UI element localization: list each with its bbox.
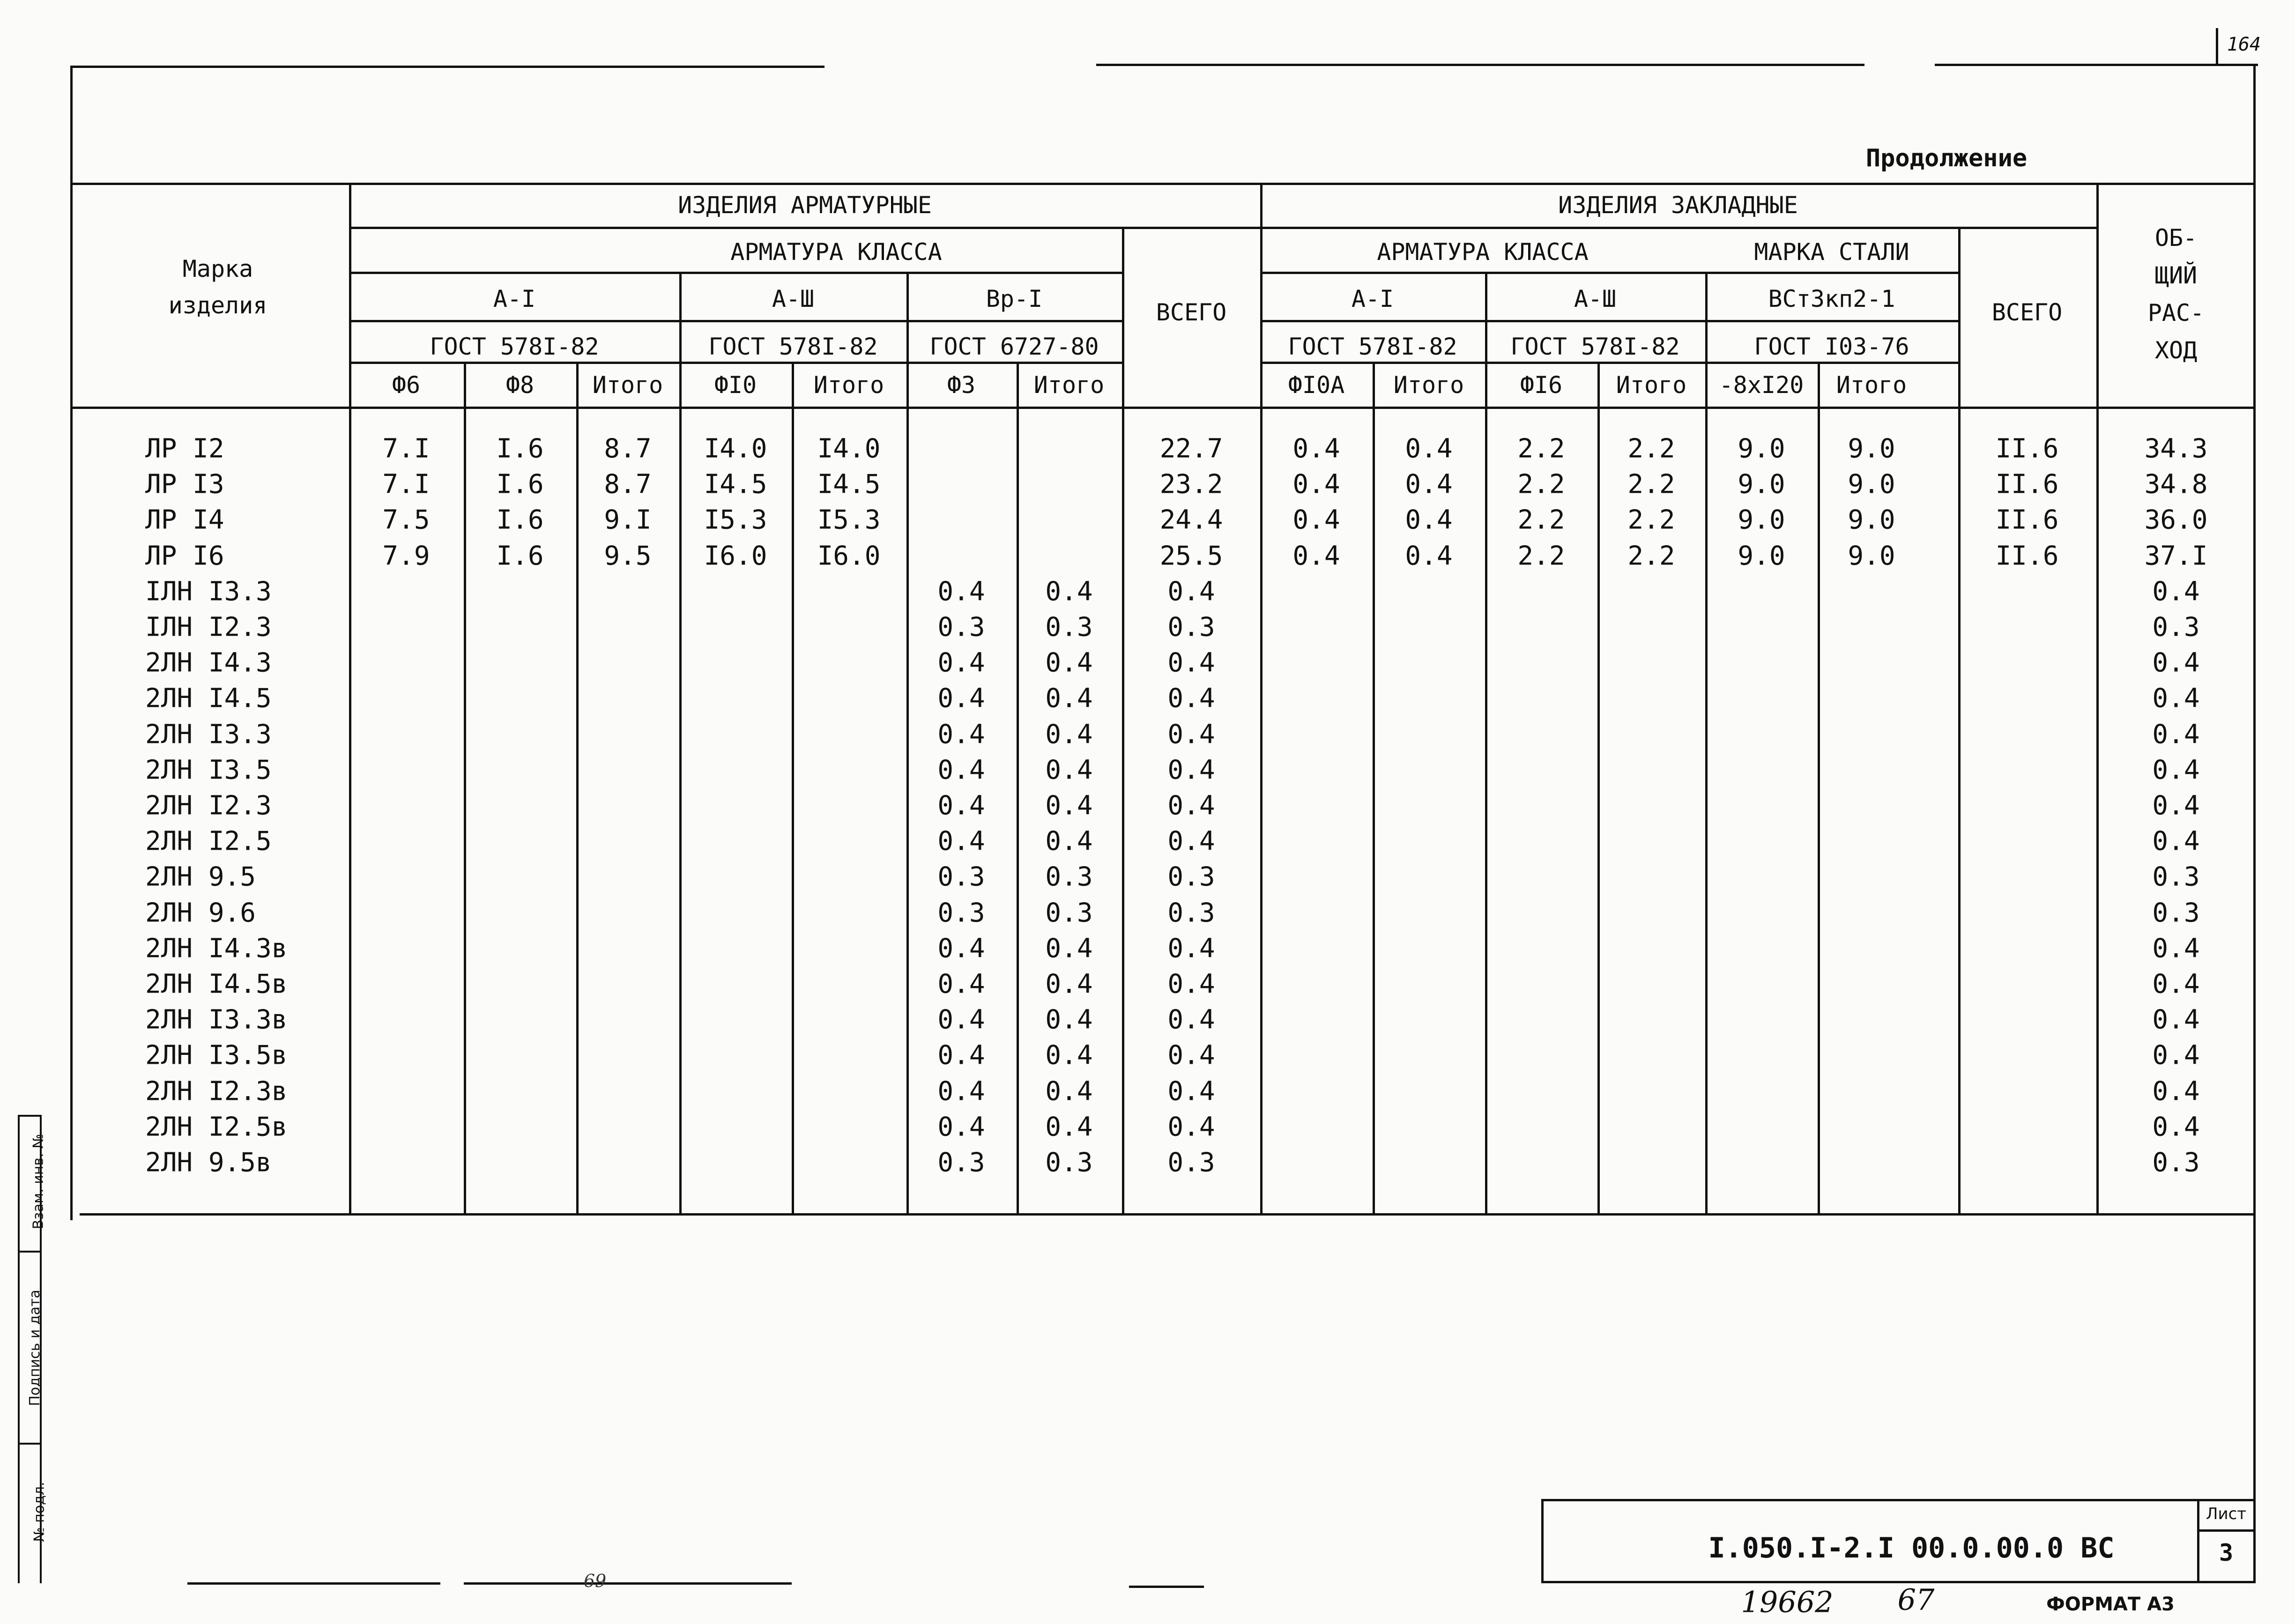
cell-total-rebar: 0.4 bbox=[1167, 826, 1215, 857]
cell-overall: 34.8 bbox=[2144, 469, 2208, 500]
header-total-rebar: ВСЕГО bbox=[1156, 299, 1227, 326]
handwritten-number: 67 bbox=[1897, 1582, 1935, 1617]
cell-f3: 0.3 bbox=[937, 897, 985, 928]
cell-total-vr1: 0.4 bbox=[1045, 1040, 1093, 1071]
sheet-label: Лист bbox=[2206, 1505, 2247, 1523]
row-mark: IЛН I3.3 bbox=[145, 576, 272, 607]
header-sub-plate: -8хI20 bbox=[1719, 371, 1804, 399]
row-mark: ЛР I4 bbox=[145, 504, 224, 535]
cell-f3: 0.3 bbox=[937, 1147, 985, 1178]
cell-overall: 0.4 bbox=[2152, 933, 2200, 964]
sheet-value: 3 bbox=[2219, 1539, 2234, 1566]
cell-total-rebar: 0.4 bbox=[1167, 576, 1215, 607]
header-class-a3-embedded: А-Ш bbox=[1574, 285, 1617, 312]
row-mark: 2ЛН I3.5 bbox=[145, 755, 272, 786]
cell-total-steel: 9.0 bbox=[1848, 433, 1895, 464]
cell-total-a3-emb: 2.2 bbox=[1627, 433, 1675, 464]
cell-f10a: 0.4 bbox=[1292, 433, 1340, 464]
cell-total-vr1: 0.4 bbox=[1045, 1004, 1093, 1035]
cell-overall: 0.4 bbox=[2152, 1004, 2200, 1035]
header-sub-total-a1: Итого bbox=[592, 371, 663, 399]
cell-total-rebar: 0.4 bbox=[1167, 683, 1215, 714]
cell-total-a3-emb: 2.2 bbox=[1627, 504, 1675, 535]
cell-f10: I6.0 bbox=[704, 541, 767, 571]
header-class-a1-embedded: А-I bbox=[1351, 285, 1394, 312]
cell-f16: 2.2 bbox=[1517, 541, 1565, 571]
row-mark: 2ЛН I4.5в bbox=[145, 969, 288, 1000]
cell-overall: 0.4 bbox=[2152, 790, 2200, 821]
cell-f3: 0.4 bbox=[937, 933, 985, 964]
cell-total-rebar: 0.4 bbox=[1167, 1004, 1215, 1035]
row-mark: 2ЛН I3.5в bbox=[145, 1040, 288, 1071]
cell-f3: 0.4 bbox=[937, 576, 985, 607]
header-sub-f10a: ФI0А bbox=[1288, 371, 1345, 399]
cell-total-a1: 8.7 bbox=[604, 469, 652, 500]
format-label: ФОРМАТ А3 bbox=[2046, 1594, 2175, 1615]
cell-overall: 37.I bbox=[2144, 541, 2208, 571]
cell-total-a3: I4.0 bbox=[817, 433, 881, 464]
cell-total-rebar: 0.4 bbox=[1167, 1112, 1215, 1142]
cell-total-rebar: 24.4 bbox=[1159, 504, 1223, 535]
cell-total-a1-emb: 0.4 bbox=[1405, 541, 1453, 571]
cell-total-vr1: 0.4 bbox=[1045, 826, 1093, 857]
header-gost-1: ГОСТ 578I-82 bbox=[430, 333, 599, 360]
cell-f16: 2.2 bbox=[1517, 433, 1565, 464]
cell-total-a3: I5.3 bbox=[817, 504, 881, 535]
header-overall-3: РАС- bbox=[2147, 299, 2205, 326]
row-mark: 2ЛН I2.3 bbox=[145, 790, 272, 821]
document-code: I.050.I-2.I 00.0.00.0 ВС bbox=[1708, 1532, 2115, 1565]
cell-f6: 7.9 bbox=[382, 541, 430, 571]
cell-total-a1-emb: 0.4 bbox=[1405, 469, 1453, 500]
header-class-a3: А-Ш bbox=[772, 285, 815, 312]
cell-f3: 0.4 bbox=[937, 719, 985, 750]
sheet-number-top: 164 bbox=[2227, 34, 2261, 55]
cell-total-vr1: 0.3 bbox=[1045, 612, 1093, 643]
cell-f3: 0.3 bbox=[937, 861, 985, 892]
cell-total-rebar: 23.2 bbox=[1159, 469, 1223, 500]
cell-plate: 9.0 bbox=[1738, 541, 1785, 571]
header-group-rebar: ИЗДЕЛИЯ АРМАТУРНЫЕ bbox=[678, 192, 932, 219]
cell-total-embedded: II.6 bbox=[1995, 469, 2059, 500]
cell-total-rebar: 0.4 bbox=[1167, 933, 1215, 964]
bottom-scribble: 69 bbox=[583, 1571, 607, 1591]
header-sub-total-vr1: Итого bbox=[1033, 371, 1105, 399]
cell-total-a3: I4.5 bbox=[817, 469, 881, 500]
stamp-inv-swap: Взам. инв. № bbox=[30, 1134, 47, 1230]
cell-overall: 0.3 bbox=[2152, 612, 2200, 643]
row-mark: IЛН I2.3 bbox=[145, 612, 272, 643]
row-mark: 2ЛН I3.3 bbox=[145, 719, 272, 750]
cell-total-rebar: 0.4 bbox=[1167, 969, 1215, 1000]
cell-total-a1: 8.7 bbox=[604, 433, 652, 464]
cell-total-vr1: 0.3 bbox=[1045, 897, 1093, 928]
cell-total-vr1: 0.4 bbox=[1045, 755, 1093, 786]
row-mark: 2ЛН I2.5 bbox=[145, 826, 272, 857]
cell-total-rebar: 0.4 bbox=[1167, 790, 1215, 821]
cell-total-steel: 9.0 bbox=[1848, 504, 1895, 535]
cell-f6: 7.5 bbox=[382, 504, 430, 535]
cell-plate: 9.0 bbox=[1738, 504, 1785, 535]
cell-total-a3-emb: 2.2 bbox=[1627, 541, 1675, 571]
row-mark: 2ЛН I4.3 bbox=[145, 647, 272, 678]
cell-total-a1: 9.I bbox=[604, 504, 652, 535]
cell-f3: 0.4 bbox=[937, 1076, 985, 1107]
cell-overall: 0.4 bbox=[2152, 755, 2200, 786]
cell-total-a1: 9.5 bbox=[604, 541, 652, 571]
header-rebar-class: АРМАТУРА КЛАССА bbox=[730, 238, 942, 266]
archive-number: 19662 bbox=[1741, 1585, 1834, 1619]
cell-f10: I5.3 bbox=[704, 504, 767, 535]
cell-plate: 9.0 bbox=[1738, 469, 1785, 500]
cell-f10a: 0.4 bbox=[1292, 541, 1340, 571]
cell-total-a3-emb: 2.2 bbox=[1627, 469, 1675, 500]
cell-f16: 2.2 bbox=[1517, 504, 1565, 535]
cell-total-vr1: 0.3 bbox=[1045, 1147, 1093, 1178]
row-mark: 2ЛН I2.5в bbox=[145, 1112, 288, 1142]
cell-f10a: 0.4 bbox=[1292, 469, 1340, 500]
header-class-a1: А-I bbox=[493, 285, 536, 312]
cell-total-rebar: 0.3 bbox=[1167, 897, 1215, 928]
header-sub-f16: ФI6 bbox=[1520, 371, 1563, 399]
cell-total-vr1: 0.4 bbox=[1045, 1112, 1093, 1142]
cell-f10: I4.5 bbox=[704, 469, 767, 500]
cell-f3: 0.4 bbox=[937, 826, 985, 857]
cell-overall: 0.4 bbox=[2152, 1076, 2200, 1107]
header-sub-total-a1-emb: Итого bbox=[1393, 371, 1464, 399]
cell-overall: 36.0 bbox=[2144, 504, 2208, 535]
cell-plate: 9.0 bbox=[1738, 433, 1785, 464]
row-mark: 2ЛН 9.6 bbox=[145, 897, 256, 928]
header-gost-5: ГОСТ 578I-82 bbox=[1510, 333, 1680, 360]
header-steel-grade: МАРКА СТАЛИ bbox=[1754, 238, 1909, 266]
cell-total-vr1: 0.4 bbox=[1045, 790, 1093, 821]
cell-f6: 7.I bbox=[382, 433, 430, 464]
cell-f3: 0.4 bbox=[937, 969, 985, 1000]
cell-overall: 0.4 bbox=[2152, 969, 2200, 1000]
cell-total-embedded: II.6 bbox=[1995, 504, 2059, 535]
header-rebar-class-2: АРМАТУРА КЛАССА bbox=[1377, 238, 1589, 266]
stamp-sign-date: Подпись и дата bbox=[26, 1290, 43, 1406]
cell-total-rebar: 0.4 bbox=[1167, 647, 1215, 678]
cell-f3: 0.3 bbox=[937, 612, 985, 643]
header-gost-4: ГОСТ 578I-82 bbox=[1288, 333, 1457, 360]
cell-overall: 0.3 bbox=[2152, 897, 2200, 928]
header-sub-f8: Ф8 bbox=[505, 371, 535, 399]
cell-total-steel: 9.0 bbox=[1848, 541, 1895, 571]
cell-total-rebar: 0.4 bbox=[1167, 1076, 1215, 1107]
cell-f3: 0.4 bbox=[937, 755, 985, 786]
header-gost-6: ГОСТ I03-76 bbox=[1754, 333, 1909, 360]
cell-overall: 0.4 bbox=[2152, 1040, 2200, 1071]
cell-f3: 0.4 bbox=[937, 683, 985, 714]
row-mark: ЛР I3 bbox=[145, 469, 224, 500]
cell-total-a3: I6.0 bbox=[817, 541, 881, 571]
header-sub-f3: Ф3 bbox=[947, 371, 976, 399]
row-mark: 2ЛН I4.5 bbox=[145, 683, 272, 714]
cell-total-steel: 9.0 bbox=[1848, 469, 1895, 500]
header-gost-2: ГОСТ 578I-82 bbox=[708, 333, 878, 360]
cell-f3: 0.4 bbox=[937, 647, 985, 678]
cell-f8: I.6 bbox=[496, 541, 544, 571]
cell-total-embedded: II.6 bbox=[1995, 433, 2059, 464]
header-mark-line2: изделия bbox=[168, 292, 267, 319]
cell-f3: 0.4 bbox=[937, 1040, 985, 1071]
cell-overall: 0.4 bbox=[2152, 719, 2200, 750]
continuation-label: Продолжение bbox=[1865, 144, 2028, 172]
cell-overall: 0.4 bbox=[2152, 683, 2200, 714]
cell-total-vr1: 0.3 bbox=[1045, 861, 1093, 892]
header-sub-f10: ФI0 bbox=[714, 371, 757, 399]
cell-total-rebar: 0.4 bbox=[1167, 1040, 1215, 1071]
header-overall-4: ХОД bbox=[2154, 337, 2198, 364]
header-overall-1: ОБ- bbox=[2154, 224, 2198, 252]
cell-overall: 0.3 bbox=[2152, 1147, 2200, 1178]
cell-total-vr1: 0.4 bbox=[1045, 719, 1093, 750]
cell-total-rebar: 0.4 bbox=[1167, 719, 1215, 750]
header-sub-total-a3: Итого bbox=[813, 371, 884, 399]
cell-f8: I.6 bbox=[496, 504, 544, 535]
header-steel-grade-value: ВСт3кп2-1 bbox=[1768, 285, 1895, 312]
header-sub-total-a3-emb: Итого bbox=[1616, 371, 1687, 399]
row-mark: ЛР I6 bbox=[145, 541, 224, 571]
header-sub-f6: Ф6 bbox=[392, 371, 421, 399]
header-gost-3: ГОСТ 6727-80 bbox=[929, 333, 1099, 360]
cell-total-vr1: 0.4 bbox=[1045, 576, 1093, 607]
cell-f8: I.6 bbox=[496, 469, 544, 500]
row-mark: 2ЛН I3.3в bbox=[145, 1004, 288, 1035]
header-class-vr1: Вр-I bbox=[986, 285, 1043, 312]
header-overall-2: ЩИЙ bbox=[2154, 262, 2198, 289]
cell-total-a1-emb: 0.4 bbox=[1405, 433, 1453, 464]
cell-f8: I.6 bbox=[496, 433, 544, 464]
cell-overall: 0.4 bbox=[2152, 1112, 2200, 1142]
cell-f3: 0.4 bbox=[937, 790, 985, 821]
cell-f3: 0.4 bbox=[937, 1112, 985, 1142]
header-group-embedded: ИЗДЕЛИЯ ЗАКЛАДНЫЕ bbox=[1558, 192, 1798, 219]
cell-total-rebar: 0.3 bbox=[1167, 612, 1215, 643]
cell-f10a: 0.4 bbox=[1292, 504, 1340, 535]
cell-total-rebar: 0.3 bbox=[1167, 1147, 1215, 1178]
cell-f16: 2.2 bbox=[1517, 469, 1565, 500]
cell-total-a1-emb: 0.4 bbox=[1405, 504, 1453, 535]
cell-total-vr1: 0.4 bbox=[1045, 647, 1093, 678]
row-mark: 2ЛН 9.5в bbox=[145, 1147, 272, 1178]
row-mark: 2ЛН I4.3в bbox=[145, 933, 288, 964]
cell-total-rebar: 0.3 bbox=[1167, 861, 1215, 892]
row-mark: ЛР I2 bbox=[145, 433, 224, 464]
cell-f3: 0.4 bbox=[937, 1004, 985, 1035]
header-sub-total-steel: Итого bbox=[1836, 371, 1907, 399]
cell-overall: 0.4 bbox=[2152, 576, 2200, 607]
cell-total-embedded: II.6 bbox=[1995, 541, 2059, 571]
cell-overall: 0.4 bbox=[2152, 647, 2200, 678]
stamp-inv-orig: № подл. bbox=[31, 1482, 48, 1542]
cell-total-vr1: 0.4 bbox=[1045, 969, 1093, 1000]
row-mark: 2ЛН 9.5 bbox=[145, 861, 256, 892]
cell-overall: 0.3 bbox=[2152, 861, 2200, 892]
cell-total-rebar: 25.5 bbox=[1159, 541, 1223, 571]
cell-f6: 7.I bbox=[382, 469, 430, 500]
cell-overall: 34.3 bbox=[2144, 433, 2208, 464]
header-mark-line1: Марка bbox=[182, 255, 253, 282]
cell-total-rebar: 22.7 bbox=[1159, 433, 1223, 464]
row-mark: 2ЛН I2.3в bbox=[145, 1076, 288, 1107]
cell-total-rebar: 0.4 bbox=[1167, 755, 1215, 786]
cell-total-vr1: 0.4 bbox=[1045, 1076, 1093, 1107]
header-total-embedded: ВСЕГО bbox=[1991, 299, 2063, 326]
cell-total-vr1: 0.4 bbox=[1045, 683, 1093, 714]
cell-overall: 0.4 bbox=[2152, 826, 2200, 857]
cell-f10: I4.0 bbox=[704, 433, 767, 464]
cell-total-vr1: 0.4 bbox=[1045, 933, 1093, 964]
